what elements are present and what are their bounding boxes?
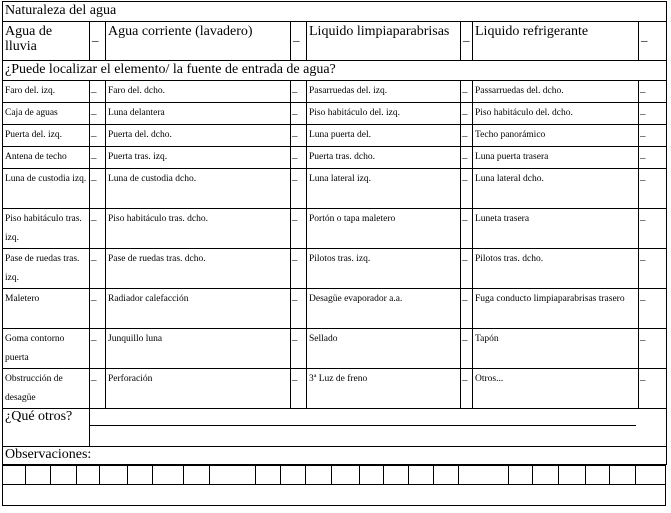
observations-cell[interactable] <box>99 466 128 485</box>
location-label: Techo panorámico <box>473 125 639 147</box>
location-label: Piso habitáculo del. dcho. <box>473 103 639 125</box>
location-label: Desagüe evaporador a.a. <box>307 289 461 329</box>
location-label: Antena de techo <box>3 147 90 169</box>
observations-input[interactable] <box>3 485 666 506</box>
location-label: Luna lateral izq. <box>307 169 461 209</box>
location-checkbox[interactable]: _ <box>90 125 106 147</box>
source-washer-fluid-label: Liquido limpiaparabrisas <box>307 22 461 61</box>
observations-cell[interactable] <box>25 466 51 485</box>
location-label: Pasarruedas del. izq. <box>307 81 461 103</box>
location-checkbox[interactable]: _ <box>90 369 106 409</box>
location-label: Puerta tras. izq. <box>106 147 291 169</box>
location-checkbox[interactable]: _ <box>461 329 473 369</box>
location-checkbox[interactable]: _ <box>90 169 106 209</box>
observations-cell[interactable] <box>384 466 409 485</box>
location-label: Luna puerta trasera <box>473 147 639 169</box>
observations-cell[interactable] <box>408 466 433 485</box>
location-checkbox[interactable]: _ <box>461 103 473 125</box>
location-row <box>3 147 667 169</box>
observations-cell[interactable] <box>183 466 209 485</box>
location-row <box>3 289 667 329</box>
location-label: 3ª Luz de freno <box>307 369 461 409</box>
source-coolant-label: Liquido refrigerante <box>473 22 639 61</box>
source-coolant-checkbox[interactable]: _ <box>639 22 667 61</box>
location-checkbox[interactable]: _ <box>461 289 473 329</box>
location-checkbox[interactable]: _ <box>291 249 307 289</box>
observations-cell[interactable] <box>306 466 332 485</box>
location-label: Puerta tras. dcho. <box>307 147 461 169</box>
location-label: Junquillo luna <box>106 329 291 369</box>
observations-cell[interactable] <box>153 466 184 485</box>
other-input-line <box>90 425 636 426</box>
observations-label: Observaciones: <box>3 447 667 465</box>
location-label: Puerta del. dcho. <box>106 125 291 147</box>
location-question: ¿Puede localizar el elemento/ la fuente de entrada de agua? <box>3 61 667 81</box>
location-label: Tapón <box>473 329 639 369</box>
location-checkbox[interactable]: _ <box>461 147 473 169</box>
location-checkbox[interactable]: _ <box>639 125 667 147</box>
source-tap-water-checkbox[interactable]: _ <box>291 22 307 61</box>
location-checkbox[interactable]: _ <box>90 289 106 329</box>
location-label: Radiador calefacción <box>106 289 291 329</box>
location-label: Luna puerta del. <box>307 125 461 147</box>
water-intrusion-form <box>2 1 666 506</box>
observations-cell[interactable] <box>76 466 99 485</box>
location-label: Obstrucción de desagüe <box>3 369 90 409</box>
location-checkbox[interactable]: _ <box>639 103 667 125</box>
location-label: Pase de ruedas tras. dcho. <box>106 249 291 289</box>
location-checkbox[interactable]: _ <box>639 209 667 249</box>
location-checkbox[interactable]: _ <box>291 169 307 209</box>
location-label: Caja de aguas <box>3 103 90 125</box>
location-checkbox[interactable]: _ <box>90 81 106 103</box>
form-title: Naturaleza del agua <box>3 2 667 22</box>
form-table <box>2 1 667 465</box>
location-row <box>3 369 667 409</box>
source-washer-fluid-checkbox[interactable]: _ <box>461 22 473 61</box>
location-checkbox[interactable]: _ <box>291 369 307 409</box>
location-checkbox[interactable]: _ <box>461 81 473 103</box>
location-label: Maletero <box>3 289 90 329</box>
location-label: Faro del. izq. <box>3 81 90 103</box>
location-checkbox[interactable]: _ <box>90 209 106 249</box>
location-row <box>3 249 667 289</box>
location-checkbox[interactable]: _ <box>291 209 307 249</box>
observations-cell[interactable] <box>359 466 384 485</box>
location-checkbox[interactable]: _ <box>639 81 667 103</box>
location-checkbox[interactable]: _ <box>639 147 667 169</box>
observations-cell[interactable] <box>459 466 508 485</box>
location-row <box>3 103 667 125</box>
other-input[interactable] <box>90 409 667 447</box>
source-rain-checkbox[interactable]: _ <box>90 22 106 61</box>
location-row <box>3 329 667 369</box>
location-checkbox[interactable]: _ <box>291 329 307 369</box>
observations-cell[interactable] <box>3 466 26 485</box>
location-row <box>3 81 667 103</box>
location-checkbox[interactable]: _ <box>90 329 106 369</box>
location-checkbox[interactable]: _ <box>639 249 667 289</box>
source-tap-water-label: Agua corriente (lavadero) <box>106 22 291 61</box>
location-checkbox[interactable]: _ <box>461 369 473 409</box>
observations-cell[interactable] <box>255 466 281 485</box>
location-checkbox[interactable]: _ <box>461 249 473 289</box>
location-checkbox[interactable]: _ <box>639 369 667 409</box>
location-checkbox[interactable]: _ <box>90 147 106 169</box>
observations-cell[interactable] <box>331 466 359 485</box>
location-checkbox[interactable]: _ <box>461 209 473 249</box>
observations-cell[interactable] <box>128 466 153 485</box>
location-row <box>3 169 667 209</box>
location-label: Faro del. dcho. <box>106 81 291 103</box>
observations-strip <box>2 465 666 506</box>
location-label: Pilotos tras. dcho. <box>473 249 639 289</box>
observations-cell[interactable] <box>433 466 459 485</box>
observations-cell[interactable] <box>635 466 665 485</box>
observations-cell[interactable] <box>558 466 585 485</box>
location-label: Luna lateral dcho. <box>473 169 639 209</box>
location-checkbox[interactable]: _ <box>639 169 667 209</box>
location-checkbox[interactable]: _ <box>90 103 106 125</box>
location-label: Piso habitáculo tras. izq. <box>3 209 90 249</box>
location-label: Luneta trasera <box>473 209 639 249</box>
location-checkbox[interactable]: _ <box>291 147 307 169</box>
location-label: Luna de custodia dcho. <box>106 169 291 209</box>
location-label: Otros... <box>473 369 639 409</box>
location-row <box>3 125 667 147</box>
observations-cell[interactable] <box>533 466 559 485</box>
location-label: Luna delantera <box>106 103 291 125</box>
observations-cell[interactable] <box>209 466 255 485</box>
observations-cell[interactable] <box>281 466 306 485</box>
location-label: Goma contorno puerta <box>3 329 90 369</box>
observations-cell[interactable] <box>610 466 636 485</box>
location-checkbox[interactable]: _ <box>461 125 473 147</box>
location-label: Puerta del. izq. <box>3 125 90 147</box>
location-checkbox[interactable]: _ <box>291 289 307 329</box>
other-label: ¿Qué otros? <box>3 409 90 447</box>
location-grid <box>3 81 667 409</box>
observations-cell[interactable] <box>585 466 610 485</box>
location-label: Pase de ruedas tras. izq. <box>3 249 90 289</box>
location-row <box>3 209 667 249</box>
location-label: Portón o tapa maletero <box>307 209 461 249</box>
location-checkbox[interactable]: _ <box>461 169 473 209</box>
location-checkbox[interactable]: _ <box>90 249 106 289</box>
location-checkbox[interactable]: _ <box>291 81 307 103</box>
location-label: Perforación <box>106 369 291 409</box>
location-checkbox[interactable]: _ <box>291 125 307 147</box>
location-checkbox[interactable]: _ <box>639 329 667 369</box>
observations-cell[interactable] <box>51 466 77 485</box>
location-label: Pilotos tras. izq. <box>307 249 461 289</box>
location-label: Luna de custodia izq. <box>3 169 90 209</box>
location-label: Passarruedas del. dcho. <box>473 81 639 103</box>
location-checkbox[interactable]: _ <box>291 103 307 125</box>
observations-cell[interactable] <box>508 466 533 485</box>
location-label: Piso habitáculo del. izq. <box>307 103 461 125</box>
source-rain-label: Agua de lluvia <box>3 22 90 61</box>
location-checkbox[interactable]: _ <box>639 289 667 329</box>
location-label: Fuga conducto limpiaparabrisas trasero <box>473 289 639 329</box>
location-label: Sellado <box>307 329 461 369</box>
location-label: Piso habitáculo tras. dcho. <box>106 209 291 249</box>
